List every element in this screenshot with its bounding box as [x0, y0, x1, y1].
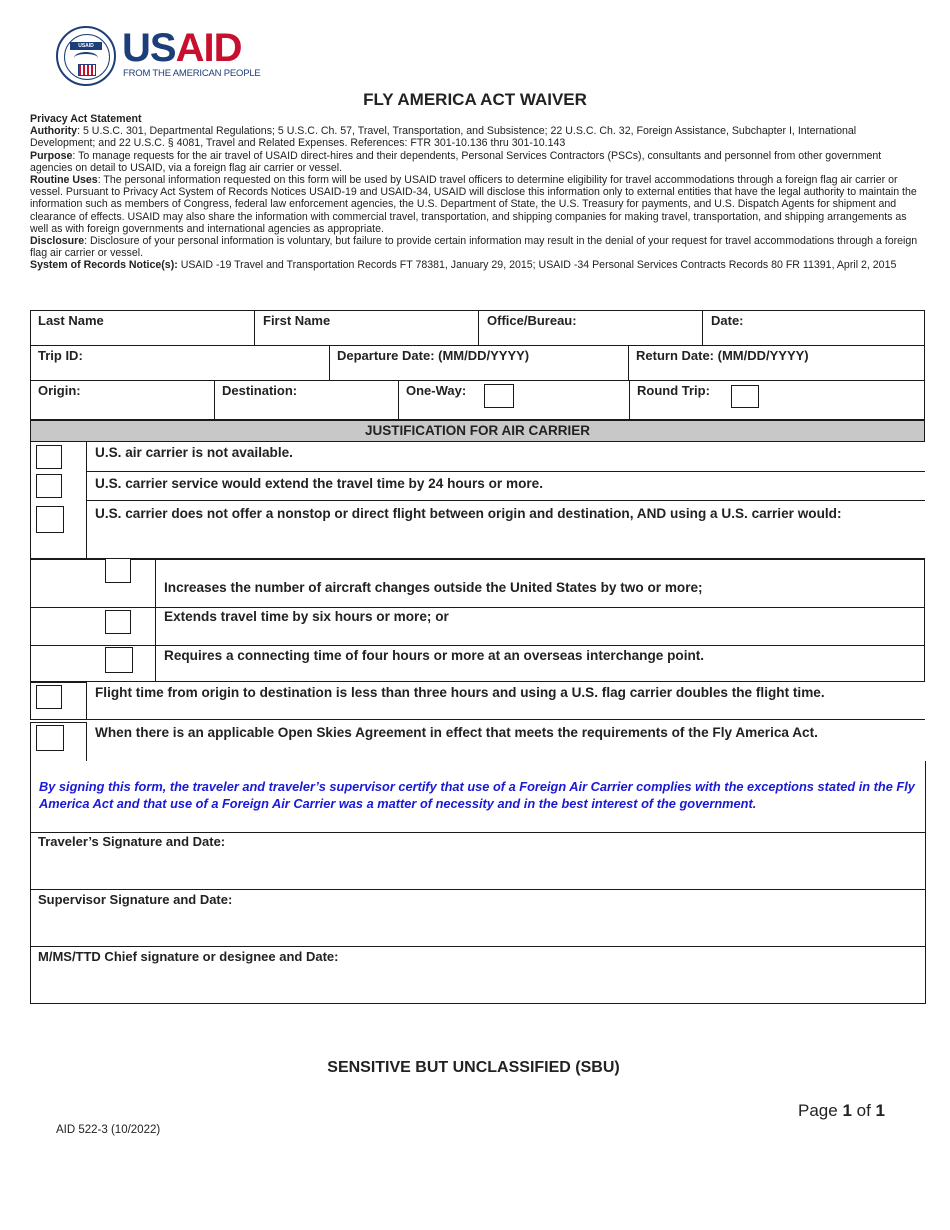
date-label: Date: [711, 313, 744, 328]
sorn-label: System of Records Notice(s): [30, 259, 178, 272]
justification-header: JUSTIFICATION FOR AIR CARRIER [30, 420, 925, 442]
opt3-text: U.S. carrier does not offer a nonstop or direct flight between origin and destination, AND using a U.S. carrier would: [95, 506, 842, 521]
usaid-seal-logo [56, 26, 116, 86]
purpose-text: : To manage requests for the air travel of USAID direct-hires and their dependents, Personal Services Contractors (PSCs), consultants and personnel from other government agencies on detail to USAID, via a foreign flag air carrier or vessel. [30, 149, 882, 174]
round-trip-checkbox[interactable] [731, 385, 759, 408]
chief-signature-label: M/MS/TTD Chief signature or designee and Date: [38, 949, 339, 964]
page-word: Page [798, 1101, 843, 1120]
opt2-checkbox[interactable] [36, 474, 62, 498]
office-bureau-label: Office/Bureau: [487, 313, 577, 328]
authority-text: : 5 U.S.C. 301, Departmental Regulations; 5 U.S.C. Ch. 57, Travel, Transportation, and Subsistence; 22 U.S.C. Ch. 32, Foreign Assistance, Subchapter I, International Development; and 22 U.S.C. § 4081, Travel and Related Expenses. References: FTR 301-10.136 thru 301-10.143 [30, 125, 857, 150]
privacy-act-statement [30, 113, 920, 272]
sub1-checkbox[interactable] [105, 559, 131, 583]
traveler-signature-label: Traveler’s Signature and Date: [38, 834, 226, 849]
sub2-checkbox[interactable] [105, 610, 131, 634]
routine-uses-text: : The personal information requested on this form will be used by USAID travel officers to determine eligibility for travel accommodations through a foreign flag air carrier or vessel. Pursuant to Privacy Act System of Records Notices USAID-19 and USAID-34, USAID will disclose this information only to external entities that have the legal authority to maintain the information such as members of Congress, federal law enforcement agencies, the U.S. Department of State, the U.S. Treasury for payments, and U.S. Dispatch Agents for shipment and clearance of effects. USAID may also share the information with commercial travel, transportation, and shipping companies for making travel, transportation, and shipping arrangements as well as with foreign governments and international agencies as appropriate. [30, 174, 917, 235]
last-name-label: Last Name [38, 313, 104, 328]
routine-uses-label: Routine Uses [30, 174, 98, 187]
one-way-label: One-Way: [406, 383, 467, 398]
sbu-marking: SENSITIVE BUT UNCLASSIFIED (SBU) [327, 1059, 620, 1076]
opt5-text: When there is an applicable Open Skies Agreement in effect that meets the requirements of the Fly America Act. [95, 725, 818, 740]
origin-label: Origin: [38, 383, 81, 398]
return-date-label: Return Date: (MM/DD/YYYY) [636, 348, 809, 363]
sub3-checkbox[interactable] [105, 647, 133, 673]
disclosure-text: : Disclosure of your personal information is voluntary, but failure to provide certain information may result in the denial of your request for travel accommodations through a foreign flag air carrier or vessel. [30, 235, 918, 260]
one-way-checkbox[interactable] [484, 384, 514, 408]
opt1-text: U.S. air carrier is not available. [95, 445, 293, 460]
opt3-checkbox[interactable] [36, 506, 64, 533]
trip-id-label: Trip ID: [38, 348, 83, 363]
first-name-label: First Name [263, 313, 331, 328]
form-number: AID 522-3 (10/2022) [56, 1124, 161, 1136]
page-of: of [851, 1101, 876, 1120]
wordmark-us: US [122, 26, 176, 70]
opt1-checkbox[interactable] [36, 445, 62, 469]
page-total: 1 [875, 1101, 885, 1120]
opt2-text: U.S. carrier service would extend the travel time by 24 hours or more. [95, 476, 544, 491]
sub1-text: Increases the number of aircraft changes outside the United States by two or more; [164, 580, 703, 595]
sub3-text: Requires a connecting time of four hours or more at an overseas interchange point. [164, 648, 705, 663]
sorn-text: USAID -19 Travel and Transportation Records FT 78381, January 29, 2015; USAID -34 Personal Services Contracts Records 80 FR 11391, April 2, 2015 [177, 259, 897, 272]
opt4-text: Flight time from origin to destination is less than three hours and using a U.S. flag carrier doubles the flight time. [95, 685, 825, 700]
departure-date-label: Departure Date: (MM/DD/YYYY) [337, 348, 530, 363]
authority-label: Authority [30, 125, 78, 138]
purpose-label: Purpose [30, 149, 73, 162]
opt4-checkbox[interactable] [36, 685, 62, 709]
certification-statement: By signing this form, the traveler and traveler’s supervisor certify that use of a Foreign Air Carrier complies with the exceptions stated in the Fly America Act and that use of a Foreign Air Carrier was a matter of necessity and in the best interest of the government. [39, 779, 915, 811]
round-trip-label: Round Trip: [637, 383, 710, 398]
form-title: FLY AMERICA ACT WAIVER [363, 90, 587, 109]
opt5-checkbox[interactable] [36, 725, 64, 751]
disclosure-label: Disclosure [30, 235, 85, 248]
destination-label: Destination: [222, 383, 298, 398]
page-current: 1 [842, 1101, 852, 1120]
page-number [798, 1101, 885, 1121]
usaid-wordmark [122, 26, 241, 70]
seal-text: USAID [70, 42, 102, 50]
supervisor-signature-label: Supervisor Signature and Date: [38, 892, 233, 907]
sub2-text: Extends travel time by six hours or more; or [164, 609, 449, 624]
privacy-heading: Privacy Act Statement [30, 113, 142, 125]
logo-tagline: FROM THE AMERICAN PEOPLE [123, 68, 261, 79]
wordmark-aid: AID [175, 26, 242, 70]
